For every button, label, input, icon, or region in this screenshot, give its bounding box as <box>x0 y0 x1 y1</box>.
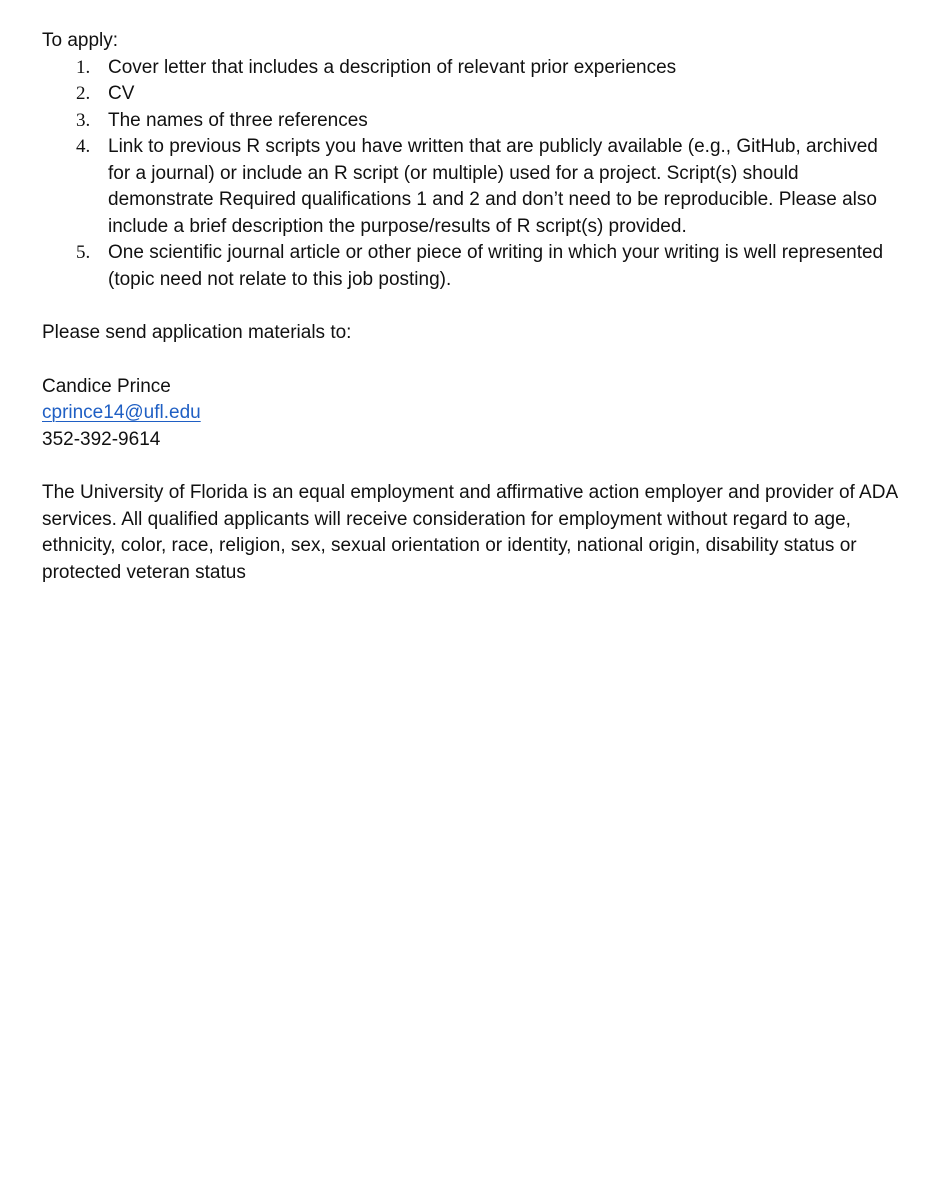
paragraph-spacer <box>42 293 902 320</box>
eeo-statement: The University of Florida is an equal employment and affirmative action employer and provider of ADA services. All qualified applicants will receive consideration for employment without regard to age, ethnicity, color, race, religion, sex, sexual orientation or identity, national origin, disability status or protected veteran status <box>42 482 898 583</box>
list-number: 3. <box>76 109 91 131</box>
list-item <box>42 55 902 82</box>
list-number: 2. <box>76 83 91 104</box>
application-requirements-list <box>42 55 902 294</box>
list-number: 4. <box>76 136 91 157</box>
list-item-text: One scientific journal article or other piece of writing in which your writing is well represented (topic need not relate to this job posting). <box>108 242 884 290</box>
contact-email-link[interactable]: cprince14@ufl.edu <box>42 402 201 423</box>
list-item-text: Link to previous R scripts you have written that are publicly available (e.g., GitHub, archived for a journal) or include an R script (or multiple) used for a project. Script(s) should demonstrate Required qualifications 1 and 2 and don’t need to be reproducible. Please also include a brief description the purpose/results of R script(s) provided. <box>108 136 878 237</box>
send-materials-heading: Please send application materials to: <box>42 322 352 343</box>
contact-phone: 352-392-9614 <box>42 428 161 450</box>
list-number: 1. <box>76 56 91 78</box>
list-number: 5. <box>76 242 91 263</box>
document-body <box>42 28 902 586</box>
list-item-text: Cover letter that includes a description of relevant prior experiences <box>108 56 677 78</box>
list-item <box>42 134 902 240</box>
list-item <box>42 108 902 135</box>
apply-heading: To apply: <box>42 30 119 51</box>
list-item <box>42 81 902 108</box>
list-item-text: The names of three references <box>108 109 368 131</box>
paragraph-spacer <box>42 453 902 480</box>
contact-name: Candice Prince <box>42 375 171 397</box>
paragraph-spacer <box>42 347 902 374</box>
contact-email-line <box>42 400 902 427</box>
list-item-text: CV <box>108 83 135 104</box>
list-item <box>42 240 902 293</box>
contact-block <box>42 374 902 454</box>
